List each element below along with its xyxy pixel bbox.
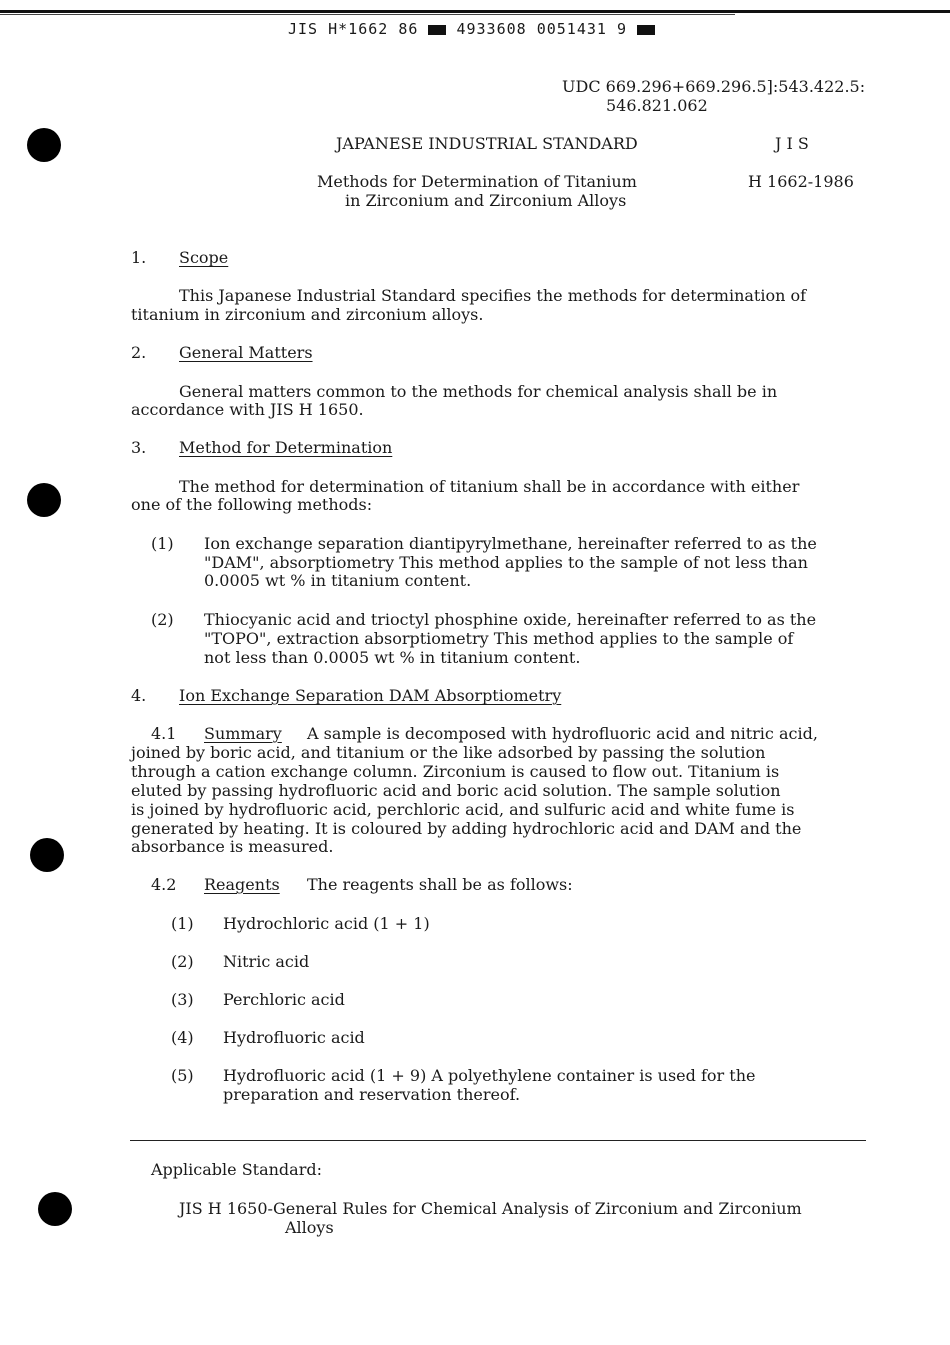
standard-org: JAPANESE INDUSTRIAL STANDARD (336, 134, 638, 153)
punch-hole-4 (38, 1192, 72, 1226)
reagent-5-number: (5) (171, 1066, 194, 1085)
section-3-item-1-line-3: 0.0005 wt % in titanium content. (204, 571, 472, 590)
reagent-5-text: Hydrofluoric acid (1 + 9) A polyethylene container is used for the (223, 1066, 756, 1085)
section-2-number: 2. (131, 343, 147, 362)
subsection-4-1-line-2: joined by boric acid, and titanium or the like adsorbed by passing the solution (131, 743, 766, 762)
reagent-3-number: (3) (171, 990, 194, 1009)
footer-rule (130, 1140, 866, 1141)
section-4-title: Ion Exchange Separation DAM Absorptiometry (179, 686, 562, 705)
section-3-item-2-line-2: "TOPO", extraction absorptiometry This method applies to the sample of (204, 629, 794, 648)
header-code-part2: 4933608 0051431 9 (456, 20, 627, 38)
punch-hole-3 (30, 838, 64, 872)
section-3-item-1-line-2: "DAM", absorptiometry This method applies to the sample of not less than (204, 553, 808, 572)
subsection-4-2-number: 4.2 (151, 875, 177, 894)
reagent-4-number: (4) (171, 1028, 194, 1047)
applicable-standard-ref-line-2: Alloys (285, 1218, 334, 1237)
standard-title-line-1: Methods for Determination of Titanium (317, 172, 637, 191)
section-2-line-1: General matters common to the methods for chemical analysis shall be in (179, 382, 778, 401)
udc-line-1: UDC 669.296+669.296.5]:543.422.5: (562, 77, 866, 96)
header-code (288, 20, 655, 38)
subsection-4-1-line-1: A sample is decomposed with hydrofluoric acid and nitric acid, (307, 724, 818, 743)
section-3-line-2: one of the following methods: (131, 495, 373, 514)
subsection-4-1-line-3: through a cation exchange column. Zirconium is caused to flow out. Titanium is (131, 762, 780, 781)
header-rule (0, 10, 950, 13)
reagent-2-number: (2) (171, 952, 194, 971)
standard-title-line-2: in Zirconium and Zirconium Alloys (345, 191, 627, 210)
reagent-5-text-2: preparation and reservation thereof. (223, 1085, 521, 1104)
reagent-4-text: Hydrofluoric acid (223, 1028, 365, 1047)
standard-number: H 1662-1986 (748, 172, 854, 191)
applicable-standard-label: Applicable Standard: (151, 1160, 322, 1179)
section-4-number: 4. (131, 686, 147, 705)
section-1-line-1: This Japanese Industrial Standard specifies the methods for determination of (179, 286, 807, 305)
subsection-4-2-intro: The reagents shall be as follows: (307, 875, 573, 894)
section-3-item-1-line-1: Ion exchange separation diantipyrylmethane, hereinafter referred to as the (204, 534, 817, 553)
section-3-line-1: The method for determination of titanium shall be in accordance with either (179, 477, 800, 496)
header-block-mark-2 (637, 25, 655, 35)
section-3-item-1-number: (1) (151, 534, 174, 553)
subsection-4-2-title: Reagents (204, 875, 280, 894)
section-2-line-2: accordance with JIS H 1650. (131, 400, 364, 419)
standard-short: J I S (775, 134, 809, 153)
subsection-4-1-line-4: eluted by passing hydrofluoric acid and boric acid solution. The sample solution (131, 781, 781, 800)
punch-hole-2 (27, 483, 61, 517)
header-code-part1: JIS H*1662 86 (288, 20, 419, 38)
reagent-2-text: Nitric acid (223, 952, 310, 971)
section-1-number: 1. (131, 248, 147, 267)
reagent-3-text: Perchloric acid (223, 990, 345, 1009)
subsection-4-1-line-5: is joined by hydrofluoric acid, perchloric acid, and sulfuric acid and white fume is (131, 800, 795, 819)
reagent-1-number: (1) (171, 914, 194, 933)
punch-hole-1 (27, 128, 61, 162)
udc-line-2: 546.821.062 (606, 96, 708, 115)
reagent-1-text: Hydrochloric acid (1 + 1) (223, 914, 430, 933)
section-1-title: Scope (179, 248, 229, 267)
header-rule-thin (0, 14, 735, 15)
section-2-title: General Matters (179, 343, 313, 362)
section-1-line-2: titanium in zirconium and zirconium alloys. (131, 305, 484, 324)
header-block-mark (428, 25, 446, 35)
applicable-standard-ref-line-1: JIS H 1650-General Rules for Chemical Analysis of Zirconium and Zirconium (179, 1199, 802, 1218)
subsection-4-1-title: Summary (204, 724, 282, 743)
subsection-4-1-line-6: generated by heating. It is coloured by adding hydrochloric acid and DAM and the (131, 819, 802, 838)
subsection-4-1-line-7: absorbance is measured. (131, 837, 334, 856)
section-3-title: Method for Determination (179, 438, 393, 457)
section-3-item-2-line-3: not less than 0.0005 wt % in titanium content. (204, 648, 581, 667)
section-3-number: 3. (131, 438, 147, 457)
subsection-4-1-number: 4.1 (151, 724, 177, 743)
section-3-item-2-line-1: Thiocyanic acid and trioctyl phosphine oxide, hereinafter referred to as the (204, 610, 817, 629)
section-3-item-2-number: (2) (151, 610, 174, 629)
